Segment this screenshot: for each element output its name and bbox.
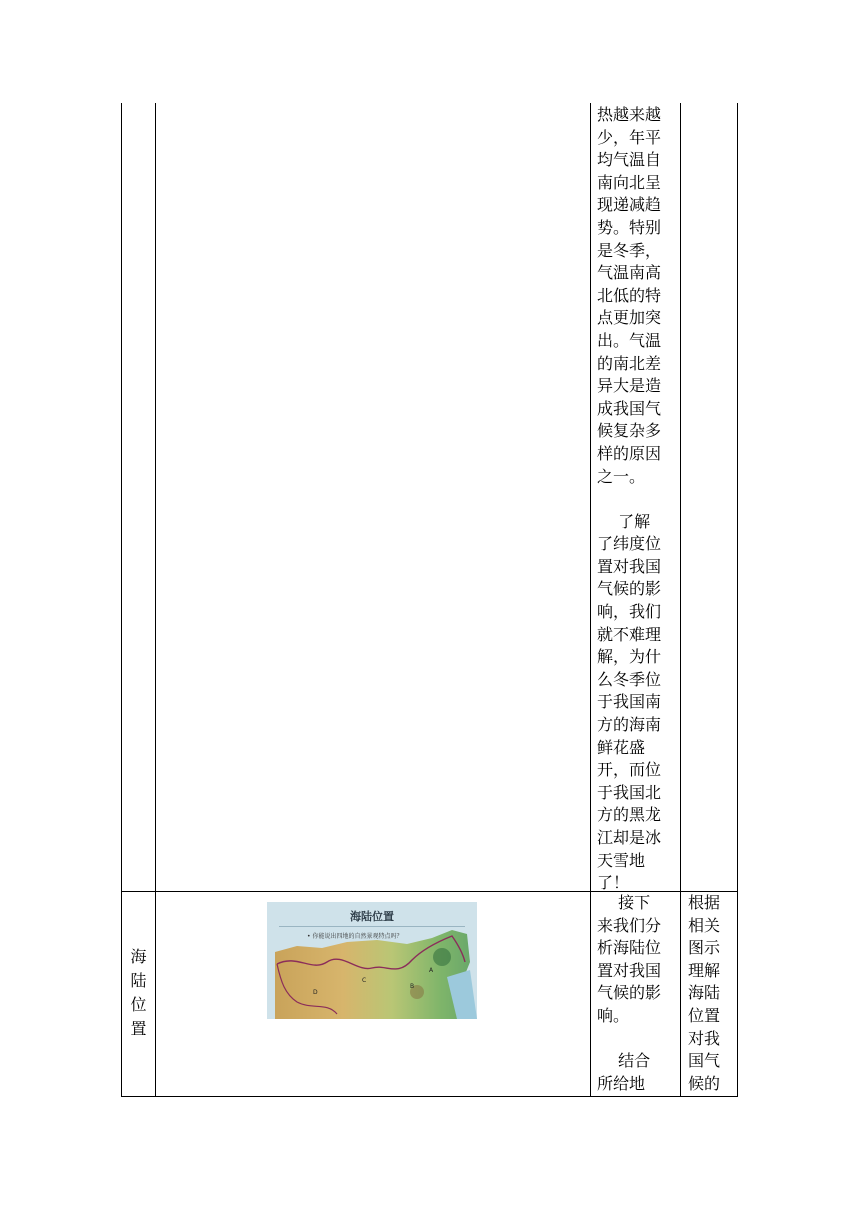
description-line: 方的黑龙	[597, 805, 662, 825]
topic-sea-land-position	[122, 945, 155, 1041]
map-label-a: A	[429, 967, 434, 974]
description-line: 就不难理	[597, 624, 662, 644]
intent-line: 理解	[688, 960, 721, 980]
row2-intent-cell	[688, 892, 720, 1095]
table-border-right	[737, 103, 738, 1097]
topic-char: 置	[130, 1019, 147, 1038]
description-line: 结合	[597, 1051, 651, 1071]
intent-line: 海陆	[688, 983, 721, 1003]
description-line: 出。气温	[597, 330, 662, 350]
table-divider-col3	[680, 103, 681, 1097]
topic-char: 位	[130, 995, 147, 1014]
description-line: 鲜花盛	[597, 737, 646, 757]
land-area	[275, 930, 470, 1019]
description-line: 方的海南	[597, 715, 662, 735]
description-line: 南向北呈	[597, 172, 662, 192]
map-title: 海陆位置	[350, 910, 394, 923]
description-line: 成我国气	[597, 398, 662, 418]
description-line: 点更加突	[597, 308, 662, 328]
description-line: 气候的影	[597, 983, 662, 1003]
description-line: 开，而位	[597, 760, 662, 780]
description-line: 接下	[597, 893, 651, 912]
description-line: 置对我国	[597, 556, 662, 576]
description-line: 了解	[597, 511, 651, 531]
description-line: 异大是造	[597, 376, 662, 396]
description-line: 候复杂多	[597, 421, 662, 441]
intent-line: 国气	[688, 1051, 721, 1071]
map-label-b: B	[410, 983, 415, 990]
description-line: 热越来越	[597, 105, 662, 124]
description-line: 置对我国	[597, 960, 662, 980]
topic-char: 海	[130, 947, 147, 966]
description-line: 天雪地	[597, 850, 646, 870]
description-line: 是冬季，	[597, 240, 662, 260]
description-line: 于我国北	[597, 782, 662, 802]
description-line: 北低的特	[597, 285, 662, 305]
dark-blotch	[433, 948, 451, 966]
map-label-d: D	[313, 989, 318, 996]
description-line: 于我国南	[597, 692, 662, 712]
description-line	[597, 1028, 661, 1051]
description-line: 了！	[597, 873, 630, 893]
intent-line: 候的	[688, 1073, 721, 1093]
table-border-bottom	[121, 1096, 738, 1097]
description-line	[597, 488, 661, 511]
row2-description-cell	[597, 892, 661, 1095]
intent-line: 位置	[688, 1005, 721, 1025]
description-line: 响，我们	[597, 602, 662, 622]
map-question: • 你能说出四地的自然景观特点吗？	[307, 933, 403, 940]
china-terrain-map	[267, 902, 477, 1019]
sea-land-position-map-image	[267, 902, 477, 1019]
description-line: 样的原因	[597, 443, 662, 463]
intent-line: 图示	[688, 938, 721, 958]
description-line: 响。	[597, 1005, 630, 1025]
description-line: 了纬度位	[597, 534, 662, 554]
topic-char: 陆	[130, 971, 147, 990]
description-line: 气温南高	[597, 263, 662, 283]
description-line: 析海陆位	[597, 938, 662, 958]
intent-line: 相关	[688, 915, 721, 935]
description-line: 么冬季位	[597, 669, 662, 689]
map-label-c: C	[362, 977, 367, 984]
table-divider-col1	[155, 103, 156, 1097]
row1-description-cell	[597, 104, 661, 895]
intent-line: 根据	[688, 893, 721, 912]
description-line: 均气温自	[597, 150, 662, 170]
description-line: 少，年平	[597, 127, 662, 147]
description-line: 气候的影	[597, 579, 662, 599]
description-line: 解，为什	[597, 647, 662, 667]
description-line: 之一。	[597, 466, 646, 486]
description-line: 来我们分	[597, 915, 662, 935]
description-line: 的南北差	[597, 353, 662, 373]
table-divider-col2	[590, 103, 591, 1097]
description-line: 江却是冰	[597, 828, 662, 847]
intent-line: 对我	[688, 1028, 721, 1048]
description-line: 现递减趋	[597, 195, 662, 215]
description-line: 所给地	[597, 1073, 646, 1093]
description-line: 势。特别	[597, 217, 662, 237]
